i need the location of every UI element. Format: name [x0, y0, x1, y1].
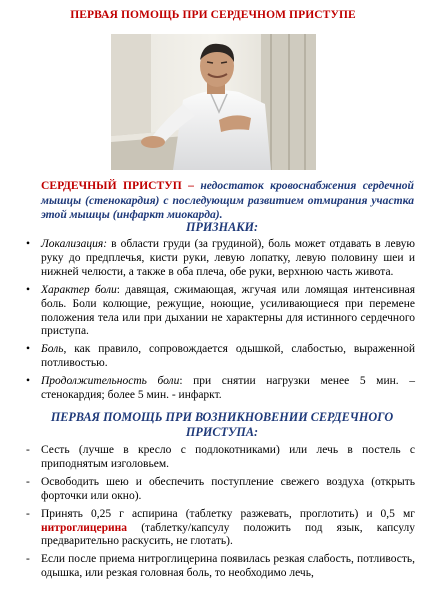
- step-text: Освободить шею и обеспечить поступление свежего воздуха (открыть форточки или окно).: [41, 475, 415, 502]
- step-highlight: нитроглицерина: [41, 521, 128, 534]
- sign-label: Локализация:: [41, 238, 108, 250]
- list-item: [26, 238, 415, 280]
- first-aid-heading-line1: ПЕРВАЯ ПОМОЩЬ ПРИ ВОЗНИКНОВЕНИИ СЕРДЕЧНОГО: [50, 410, 394, 424]
- list-item: [26, 508, 415, 550]
- first-aid-heading-line2: ПРИСТУПА:: [185, 425, 259, 439]
- bullet: •: [26, 238, 31, 250]
- step-text: Сесть (лучше в кресло с подлокотниками) или лечь в постель с приподнятым изголовьем.: [41, 444, 415, 470]
- first-aid-heading: [30, 410, 414, 440]
- sign-text: : давящая, сжимающая, жгучая или ломящая интенсивная боль. Боли колющие, режущие, ноющие, усиливающиеся при перемене положения тела или при дыхании не характерны для истинного сердечного приступа.: [41, 283, 415, 338]
- step-text: Принять 0,25 г аспирина (таблетку разжевать, проглотить) и 0,5 мг: [41, 507, 415, 520]
- intro-paragraph: [41, 179, 414, 223]
- list-item: [26, 444, 415, 472]
- signs-list: [26, 238, 415, 407]
- intro-term: СЕРДЕЧНЫЙ ПРИСТУП: [41, 179, 182, 192]
- bullet: •: [26, 343, 31, 356]
- list-item: [26, 284, 415, 340]
- sign-text: , как правило, сопровождается одышкой, слабостью, выраженной потливостью.: [41, 343, 415, 370]
- sign-text: : при снятии нагрузки менее 5 мин. – стенокардия; более 5 мин. - инфаркт.: [41, 375, 415, 402]
- intro-dash: –: [181, 179, 201, 192]
- list-item: [26, 476, 415, 504]
- sign-label: Продолжительность боли: [41, 375, 180, 388]
- step-text: Если после приема нитроглицерина появилась резкая слабость, потливость, одышка, или резкая головная боль, то необходимо лечь,: [41, 553, 415, 580]
- dash-marker: -: [26, 475, 30, 488]
- man-clutching-chest-photo: [111, 34, 316, 170]
- sign-label: Боль: [41, 343, 64, 356]
- page-title: ПЕРВАЯ ПОМОЩЬ ПРИ СЕРДЕЧНОМ ПРИСТУПЕ: [70, 9, 356, 21]
- list-item: [26, 553, 415, 581]
- step-text-tail: (таблетку/капсулу положить под язык, капсулу предварительно раскусить, не глотать).: [41, 521, 415, 548]
- signs-heading: ПРИЗНАКИ:: [185, 220, 259, 234]
- bullet: •: [26, 375, 31, 388]
- dash-marker: -: [26, 553, 30, 566]
- list-item: [26, 343, 415, 371]
- sign-text: в области груди (за грудиной), боль может отдавать в левую руку до предплечья, кисти руки, левую лопатку, левую половину шеи и нижней челюсти, а также в оба плеча, обе руки, верхнюю часть живота.: [41, 238, 415, 278]
- sign-label: Характер боли: [41, 283, 117, 296]
- intro-definition: недостаток кровоснабжения сердечной мышцы (стенокардия) с последующим развитием отмирания участка этой мышцы (инфаркт миокарда).: [41, 179, 414, 221]
- first-aid-steps: [26, 444, 415, 585]
- dash-marker: -: [26, 507, 30, 520]
- list-item: [26, 375, 415, 403]
- bullet: •: [26, 283, 31, 296]
- dash-marker: -: [26, 444, 30, 456]
